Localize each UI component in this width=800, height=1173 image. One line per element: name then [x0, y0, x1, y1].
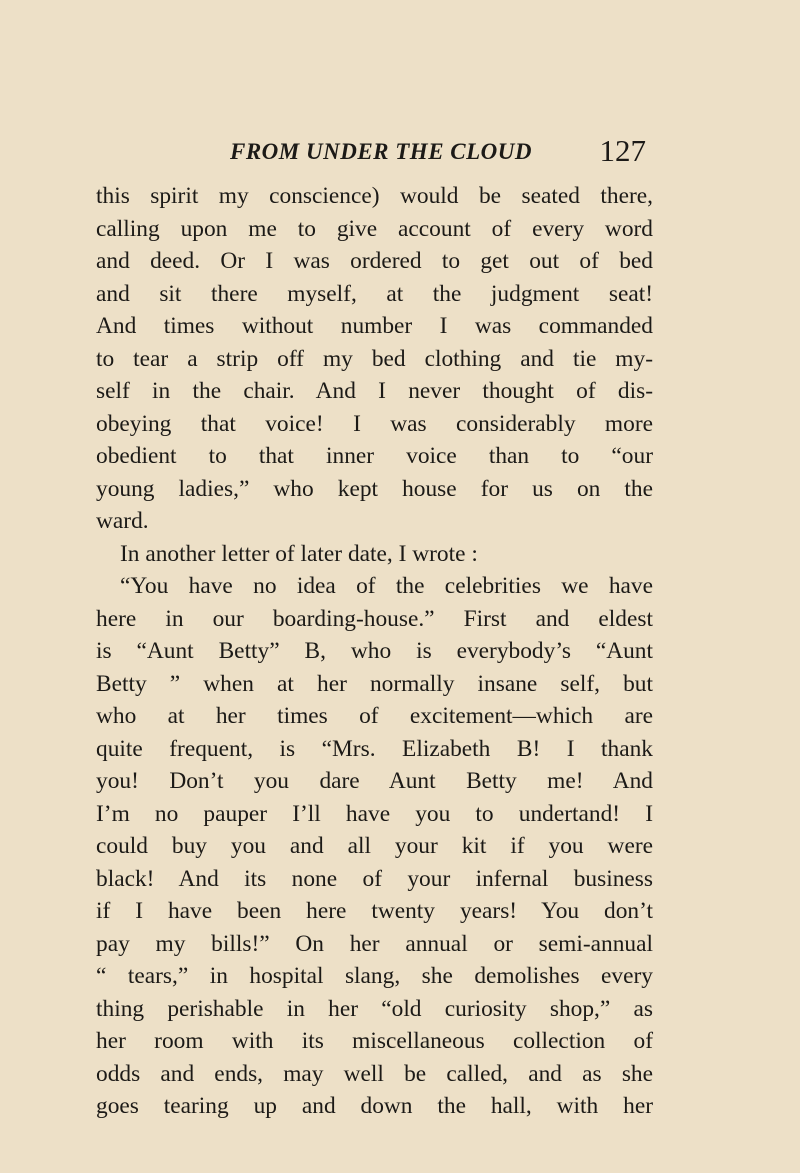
text-line: black! And its none of your infernal business — [96, 865, 653, 892]
text-line: you! Don’t you dare Aunt Betty me! And — [96, 768, 653, 794]
text-line: ward. — [96, 508, 149, 534]
text-line: self in the chair. And I never thought of dis- — [96, 378, 653, 404]
text-line: quite frequent, is “Mrs. Elizabeth B! I thank — [96, 735, 653, 762]
text-line: if I have been here twenty years! You don’t — [96, 898, 653, 924]
text-line: “You have no idea of the celebrities we have — [120, 573, 653, 599]
text-line: and sit there myself, at the judgment seat! — [96, 280, 653, 307]
text-line: thing perishable in her “old curiosity shop,” as — [96, 995, 653, 1022]
text-line: obedient to that inner voice than to “our — [96, 443, 653, 469]
text-line: and deed. Or I was ordered to get out of bed — [96, 248, 653, 274]
text-line: And times without number I was commanded — [96, 313, 653, 339]
text-line: is “Aunt Betty” B, who is everybody’s “Aunt — [96, 638, 653, 664]
paragraph-start-line: In another letter of later date, I wrote : — [120, 540, 478, 567]
text-line: calling upon me to give account of every word — [96, 215, 653, 242]
text-line: pay my bills!” On her annual or semi-annual — [96, 930, 653, 957]
text-line: to tear a strip off my bed clothing and tie my- — [96, 345, 653, 372]
text-line: could buy you and all your kit if you were — [96, 833, 653, 859]
text-line: this spirit my conscience) would be seated there, — [96, 183, 653, 209]
text-line: odds and ends, may well be called, and as she — [96, 1060, 653, 1087]
running-title: FROM UNDER THE CLOUD — [230, 139, 533, 164]
text-line: goes tearing up and down the hall, with her — [96, 1093, 653, 1119]
text-line: I’m no pauper I’ll have you to undertand! I — [96, 800, 653, 827]
text-line: “ tears,” in hospital slang, she demolishes every — [96, 963, 653, 989]
text-line: who at her times of excitement—which are — [96, 703, 653, 729]
page-number: 127 — [599, 133, 646, 168]
text-line: here in our boarding-house.” First and eldest — [96, 605, 653, 632]
text-line: her room with its miscellaneous collection of — [96, 1028, 653, 1054]
text-line: obeying that voice! I was considerably more — [96, 410, 653, 437]
text-line: young ladies,” who kept house for us on the — [96, 475, 653, 502]
body-text — [96, 180, 653, 1123]
text-line: Betty ” when at her normally insane self, but — [96, 670, 653, 697]
running-head — [230, 135, 660, 175]
